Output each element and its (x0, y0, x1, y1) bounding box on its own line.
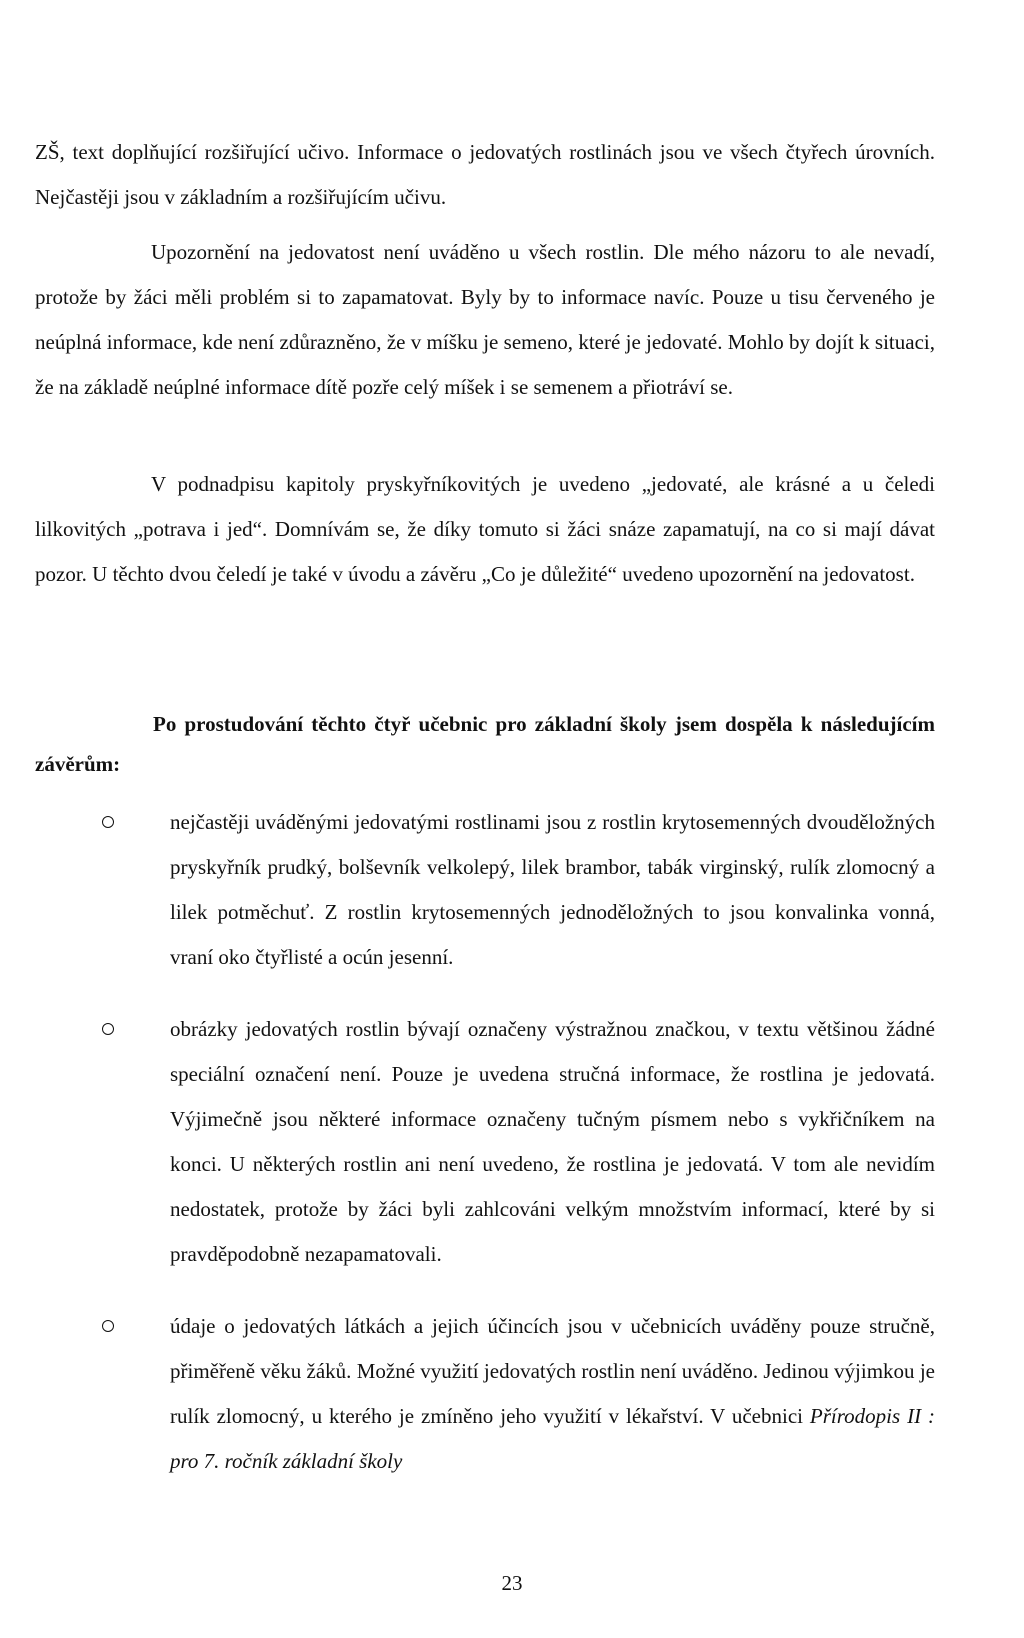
circle-bullet-icon (102, 1023, 114, 1035)
conclusion-text-main: údaje o jedovatých látkách a jejich účincích jsou v učebnicích uváděny pouze stručně, přiměřeně věku žáků. Možné využití jedovatých rostlin není uváděno. Jedinou výjimkou je rulík zlomocný, u kterého je zmíněno jeho využití v lékařství. V učebnici (170, 1314, 935, 1428)
conclusion-text: nejčastěji uváděnými jedovatými rostlinami jsou z rostlin krytosemenných dvouděložných pryskyřník prudký, bolševník velkolepý, lilek brambor, tabák virginský, rulík zlomocný a lilek potměchuť. Z rostlin krytosemenných jednoděložných to jsou konvalinka vonná, vraní oko čtyřlisté a ocún jesenní. (170, 810, 935, 969)
page-number: 23 (501, 1571, 523, 1595)
paragraph-subtitle (35, 462, 935, 597)
conclusion-text: obrázky jedovatých rostlin bývají označeny výstražnou značkou, v textu většinou žádné speciální označení není. Pouze je uvedena stručná informace, že rostlina je jedovatá. Výjimečně jsou některé informace označeny tučným písmem nebo s vykřičníkem na konci. U některých rostlin ani není uvedeno, že rostlina je jedovatá. V tom ale nevidím nedostatek, protože by žáci byli zahlcováni velkým množstvím informací, které by si pravděpodobně nezapamatovali. (170, 1017, 935, 1266)
conclusions-heading: Po prostudování těchto čtyř učebnic pro základní školy jsem dospěla k následujícím závěrům: (35, 712, 935, 776)
paragraph-intro (35, 130, 935, 220)
list-item (35, 1007, 935, 1277)
paragraph-warning-text: Upozornění na jedovatost není uváděno u všech rostlin. Dle mého názoru to ale nevadí, protože by žáci měli problém si to zapamatovat. Byly by to informace navíc. Pouze u tisu červeného je neúplná informace, kde není zdůrazněno, že v míšku je semeno, které je jedovaté. Mohlo by dojít k situaci, že na základě neúplné informace dítě pozře celý míšek i se semenem a přiotráví se. (35, 240, 935, 399)
textbook-title: Přírodopis II : pro 7. ročník základní školy (170, 1404, 935, 1473)
conclusions-list (35, 800, 935, 1511)
circle-bullet-icon (102, 816, 114, 828)
list-item (35, 800, 935, 980)
circle-bullet-icon (102, 1320, 114, 1332)
paragraph-intro-text: ZŠ, text doplňující rozšiřující učivo. Informace o jedovatých rostlinách jsou ve všech čtyřech úrovních. Nejčastěji jsou v základním a rozšiřujícím učivu. (35, 140, 935, 209)
paragraph-subtitle-text: V podnadpisu kapitoly pryskyřníkovitých je uvedeno „jedovaté, ale krásné a u čeledi lilkovitých „potrava i jed“. Domnívám se, že díky tomuto si žáci snáze zapamatují, na co si mají dávat pozor. U těchto dvou čeledí je také v úvodu a závěru „Co je důležité“ uvedeno upozornění na jedovatost. (35, 472, 935, 586)
list-item (35, 1304, 935, 1484)
conclusion-text (170, 1304, 935, 1484)
paragraph-warning (35, 230, 935, 410)
